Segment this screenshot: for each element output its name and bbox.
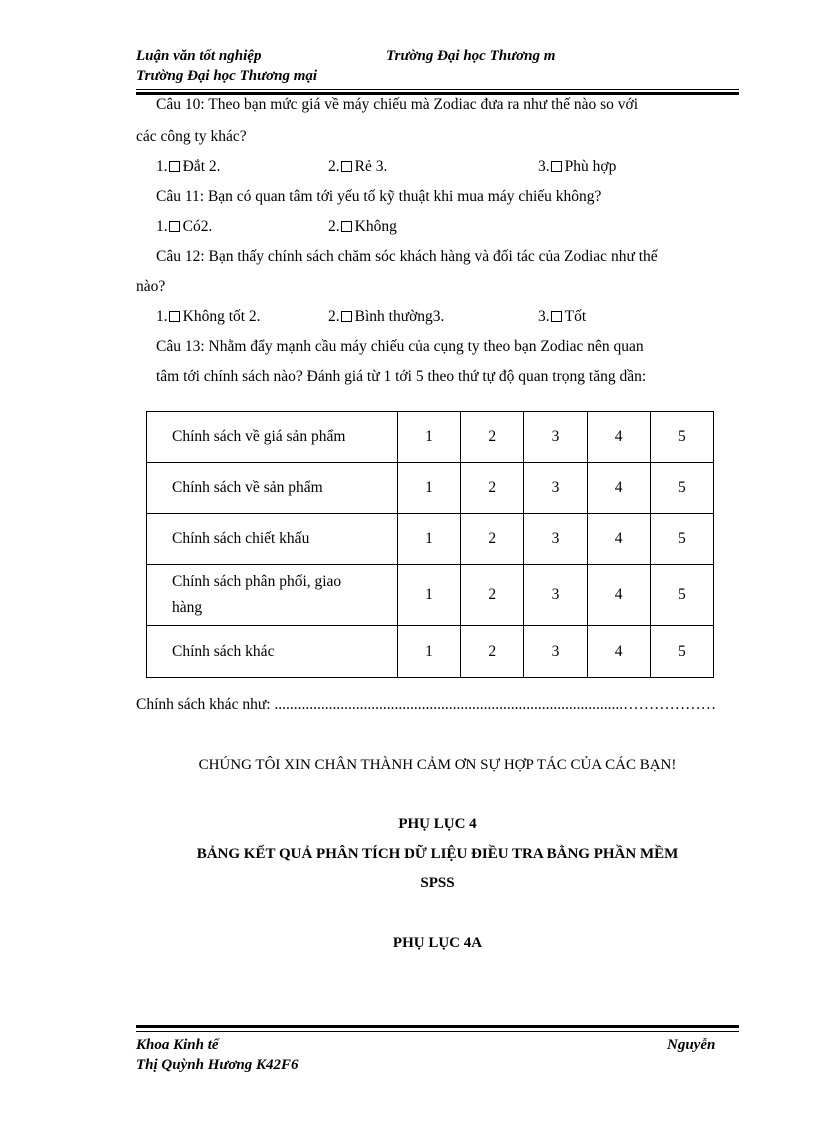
q13-text-line2: tâm tới chính sách nào? Đánh giá từ 1 tới 5 theo thứ tự độ quan trọng tăng dần: [156, 368, 647, 385]
table-row [147, 514, 714, 565]
score-cell[interactable]: 2 [461, 626, 524, 678]
table-row [147, 626, 714, 678]
checkbox-icon[interactable] [341, 311, 352, 322]
q10-option-3-label: Phù hợp [564, 158, 617, 175]
score-cell[interactable]: 1 [397, 514, 460, 565]
header-subtitle-left: Trường Đại học Thương mại [136, 68, 318, 84]
header-title-right: Trường Đại học Thương m [386, 48, 556, 64]
score-cell[interactable]: 4 [587, 463, 650, 514]
score-cell[interactable]: 4 [587, 565, 650, 626]
footer-dept: Khoa Kinh tế [136, 1037, 219, 1053]
q11-option-1-label: Có2. [182, 218, 213, 235]
checkbox-icon[interactable] [341, 221, 352, 232]
checkbox-icon[interactable] [169, 221, 180, 232]
q10-option-2-label: Rẻ 3. [354, 158, 388, 175]
q11-option-1[interactable] [156, 218, 212, 236]
score-cell[interactable]: 1 [397, 626, 460, 678]
q12-option-1-number: 1. [156, 308, 168, 325]
row-label: Chính sách chiết khấu [147, 514, 398, 565]
footer-author-name: Thị Quỳnh Hương K42F6 [136, 1057, 299, 1073]
table-row [147, 565, 714, 626]
header-title-left: Luận văn tốt nghiệp [136, 48, 262, 64]
score-cell[interactable]: 5 [650, 463, 713, 514]
row-label: Chính sách phân phối, giao hàng [147, 565, 398, 626]
q10-text-line2: các công ty khác? [136, 128, 247, 145]
checkbox-icon[interactable] [551, 311, 562, 322]
table-row [147, 463, 714, 514]
score-cell[interactable]: 3 [524, 514, 587, 565]
q10-option-1[interactable] [156, 158, 221, 176]
q10-option-2[interactable] [328, 158, 387, 176]
checkbox-icon[interactable] [169, 311, 180, 322]
q11-text: Câu 11: Bạn có quan tâm tới yếu tố kỹ thuật khi mua máy chiếu không? [156, 188, 602, 205]
q10-option-3[interactable] [538, 158, 616, 176]
score-cell[interactable]: 4 [587, 412, 650, 463]
score-cell[interactable]: 5 [650, 412, 713, 463]
score-cell[interactable]: 3 [524, 412, 587, 463]
q12-option-3-number: 3. [538, 308, 550, 325]
appendix-subtitle-line2: SPSS [420, 875, 455, 891]
other-policy-field[interactable]: Chính sách khác như: ..........................................................................................……………… [136, 696, 717, 713]
checkbox-icon[interactable] [551, 161, 562, 172]
row-label: Chính sách khác [147, 626, 398, 678]
header-rule-thin [136, 89, 739, 90]
footer-rule-thin [136, 1031, 739, 1032]
row-label: Chính sách về giá sản phẩm [147, 412, 398, 463]
q11-option-2-number: 2. [328, 218, 340, 235]
q12-option-3[interactable] [538, 308, 586, 326]
q13-text-line1: Câu 13: Nhằm đẩy mạnh cầu máy chiếu của cụng ty theo bạn Zodiac nên quan [156, 338, 644, 355]
q11-option-2-label: Không [354, 218, 397, 235]
appendix-subtitle-line1: BẢNG KẾT QUẢ PHÂN TÍCH DỮ LIỆU ĐIỀU TRA BẰNG PHẦN MỀM [196, 846, 679, 862]
q12-option-2-number: 2. [328, 308, 340, 325]
appendix-title: PHỤ LỤC 4 [398, 816, 477, 832]
score-cell[interactable]: 2 [461, 463, 524, 514]
score-cell[interactable]: 3 [524, 565, 587, 626]
score-cell[interactable]: 3 [524, 626, 587, 678]
q10-text-line1: Câu 10: Theo bạn mức giá về máy chiếu mà Zodiac đưa ra như thế nào so với [156, 96, 639, 113]
score-cell[interactable]: 4 [587, 626, 650, 678]
appendix-section: PHỤ LỤC 4A [392, 935, 483, 951]
score-cell[interactable]: 2 [461, 514, 524, 565]
q11-option-1-number: 1. [156, 218, 168, 235]
score-cell[interactable]: 5 [650, 514, 713, 565]
score-cell[interactable]: 5 [650, 626, 713, 678]
checkbox-icon[interactable] [341, 161, 352, 172]
score-cell[interactable]: 5 [650, 565, 713, 626]
q10-option-3-number: 3. [538, 158, 550, 175]
q12-option-2-label: Bình thường3. [354, 308, 445, 325]
q11-option-2[interactable] [328, 218, 397, 236]
q10-option-2-number: 2. [328, 158, 340, 175]
q12-option-2[interactable] [328, 308, 444, 326]
header-rule-thick [136, 92, 739, 95]
footer-author-surname: Nguyễn [667, 1037, 716, 1053]
q10-option-1-number: 1. [156, 158, 168, 175]
table-row [147, 412, 714, 463]
q12-text-line2: nào? [136, 278, 166, 295]
thanks-message: CHÚNG TÔI XIN CHÂN THÀNH CẢM ƠN SỰ HỢP TÁC CỦA CÁC BẠN! [198, 757, 677, 773]
q12-option-1[interactable] [156, 308, 261, 326]
score-cell[interactable]: 1 [397, 463, 460, 514]
policy-rating-table [146, 411, 714, 678]
score-cell[interactable]: 1 [397, 412, 460, 463]
checkbox-icon[interactable] [169, 161, 180, 172]
score-cell[interactable]: 4 [587, 514, 650, 565]
score-cell[interactable]: 2 [461, 412, 524, 463]
q12-text-line1: Câu 12: Bạn thấy chính sách chăm sóc khách hàng và đối tác của Zodiac như thế [156, 248, 658, 265]
score-cell[interactable]: 1 [397, 565, 460, 626]
score-cell[interactable]: 2 [461, 565, 524, 626]
footer-rule-thick [136, 1025, 739, 1028]
q12-option-3-label: Tốt [564, 308, 587, 325]
row-label: Chính sách về sản phẩm [147, 463, 398, 514]
score-cell[interactable]: 3 [524, 463, 587, 514]
q12-option-1-label: Không tốt 2. [182, 308, 261, 325]
q10-option-1-label: Đắt 2. [182, 158, 221, 175]
